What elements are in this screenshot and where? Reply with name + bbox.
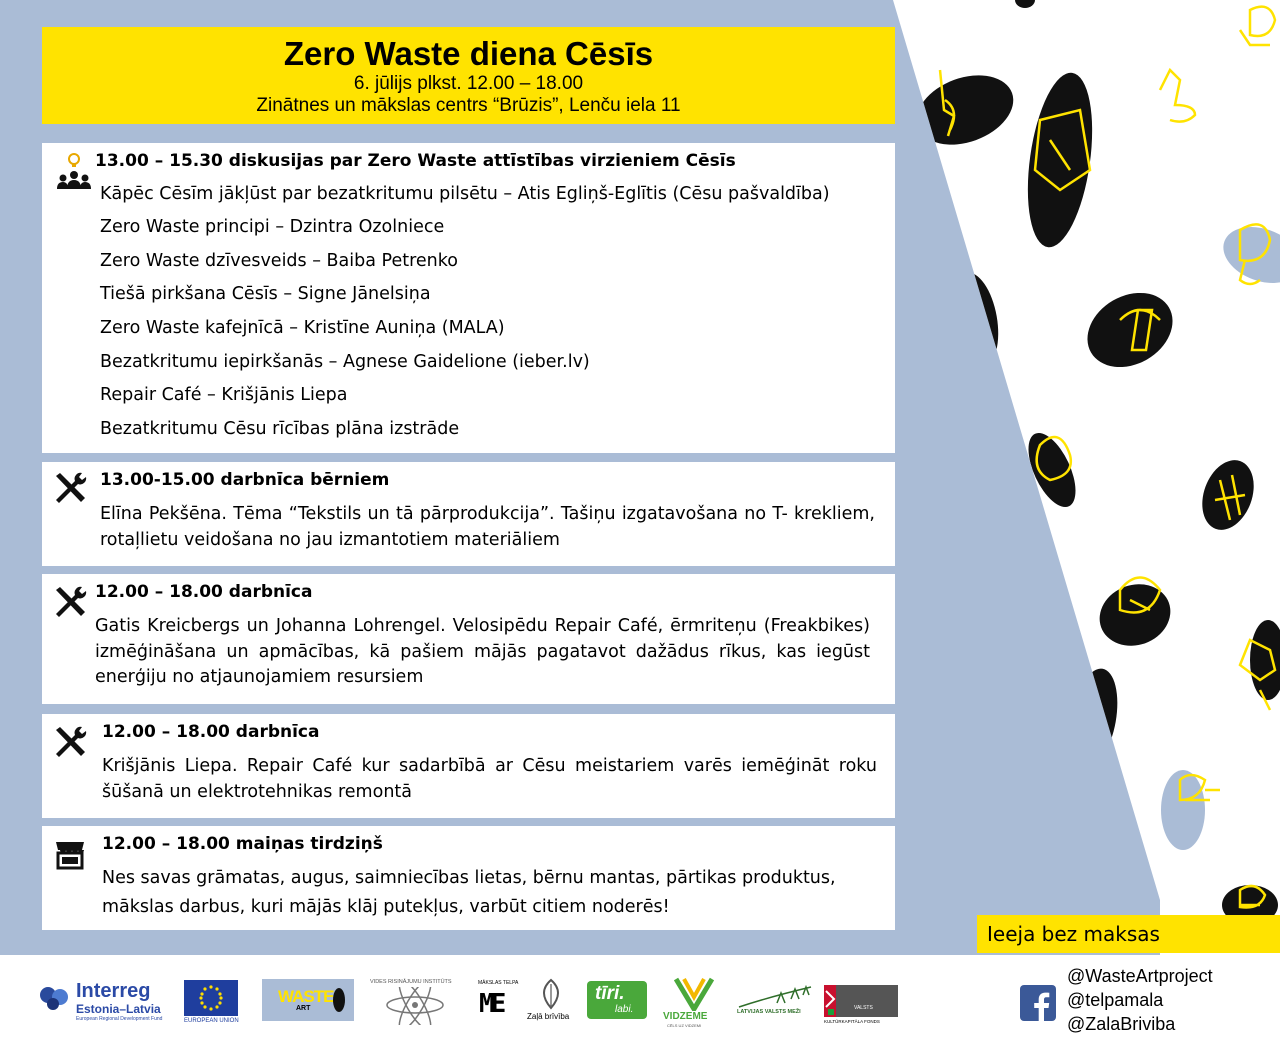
interreg-logo xyxy=(38,980,163,1030)
deco-oval xyxy=(907,63,1023,157)
vidzeme-mark-icon xyxy=(674,977,714,1011)
tiri-labi-logo xyxy=(587,981,647,1019)
swap-market-card xyxy=(42,826,895,930)
swap-market-line: mākslas darbus, kuri mājās klāj putekļus, varbūt citiem noderēs! xyxy=(102,897,670,917)
repair-workshop-card xyxy=(42,714,895,818)
list-item: Zero Waste principi – Dzintra Ozolniece xyxy=(100,217,445,237)
sponsor-footer xyxy=(0,955,1280,1043)
leaf-icon xyxy=(536,978,566,1010)
event-title: Zero Waste diena Cēsīs xyxy=(283,35,654,72)
tiri-labi-sub: labi. xyxy=(615,1004,634,1015)
tiri-labi-main: tīri. xyxy=(595,983,625,1004)
social-handle-telpamala[interactable]: @telpamala xyxy=(1067,990,1164,1010)
bike-workshop-description: Gatis Kreicbergs un Johanna Lohrengel. Velosipēdu Repair Café, ērmriteņu (Freakbikes) izmēģināšana un apmācības, kā pašiem mājās pagatavot dažādus rīkus, kas iegūst enerģiju no atjaunojamiem resursiem xyxy=(95,616,870,687)
tools-icon xyxy=(52,724,88,760)
eu-label: EUROPEAN UNION xyxy=(184,1018,239,1024)
waste-art-main: WASTE xyxy=(278,987,334,1006)
lvm-label: LATVIJAS VALSTS MEŽI xyxy=(737,1009,801,1015)
makslas-telpa-logo xyxy=(478,980,519,1025)
list-item: Bezatkritumu Cēsu rīcības plāna izstrāde xyxy=(100,419,460,439)
repair-workshop-heading: 12.00 – 18.00 darbnīca xyxy=(102,722,320,742)
deco-oval xyxy=(1216,217,1280,293)
people-idea-icon xyxy=(54,151,94,191)
deco-oval xyxy=(945,269,1005,371)
deco-oval xyxy=(1015,0,1035,8)
vidzeme-name: VIDZEME xyxy=(663,1011,708,1022)
interreg-name: Interreg xyxy=(76,980,151,1002)
repair-workshop-description: Krišjānis Liepa. Repair Café kur sadarbībā ar Cēsu meistariem varēs iemēģināt roku šūšanā un elektrotehnikas remontā xyxy=(102,756,877,802)
tools-icon xyxy=(52,584,88,620)
event-date: 6. jūlijs plkst. 12.00 – 18.00 xyxy=(353,73,584,94)
discussion-heading: 13.00 – 15.30 diskusijas par Zero Waste attīstības virzieniem Cēsīs xyxy=(95,151,736,171)
vkkf-logo xyxy=(824,985,898,1029)
event-venue: Zinātnes un mākslas centrs “Brūzis”, Lenču iela 11 xyxy=(256,95,681,116)
social-handle-zalabriviba[interactable]: @ZalaBriviba xyxy=(1067,1014,1176,1034)
makslas-telpa-mark: ME xyxy=(479,989,503,1019)
eu-flag-icon xyxy=(184,980,238,1016)
deco-oval xyxy=(1091,574,1179,655)
discussion-card xyxy=(42,143,895,453)
deco-oval xyxy=(1161,770,1205,850)
list-item: Zero Waste kafejnīcā – Kristīne Auniņa (MALA) xyxy=(100,318,505,338)
swap-market-line: Nes savas grāmatas, augus, saimniecības lietas, bērnu mantas, pārtikas produktus, xyxy=(102,868,836,888)
tools-icon xyxy=(52,470,88,506)
kids-workshop-card xyxy=(42,462,895,566)
list-item: Tiešā pirkšana Cēsīs – Signe Jānelsiņa xyxy=(100,284,431,304)
list-item: Zero Waste dzīvesveids – Baiba Petrenko xyxy=(100,251,458,271)
vkkf-bottom: KULTŪRKAPITĀLA FONDS xyxy=(824,1019,880,1024)
lvm-logo xyxy=(737,985,813,1021)
deco-oval xyxy=(1250,620,1280,700)
vidzeme-sub: CĒLS UZ VIDZEMI xyxy=(667,1023,702,1028)
vkkf-mark-icon xyxy=(824,985,898,1017)
interreg-sub: Estonia–Latvia xyxy=(76,1002,161,1016)
atom-icon xyxy=(370,987,460,1025)
list-item: Repair Café – Krišjānis Liepa xyxy=(100,385,348,405)
event-header xyxy=(42,27,895,124)
waste-art-logo xyxy=(262,979,354,1021)
kids-workshop-heading: 13.00-15.00 darbnīca bērniem xyxy=(100,470,390,490)
makslas-telpa-label: MĀKSLAS TELPA xyxy=(478,980,519,986)
market-stall-icon xyxy=(54,838,86,870)
vides-label: VIDES RISINĀJUMU INSTITŪTS xyxy=(370,979,452,985)
swap-market-heading: 12.00 – 18.00 maiņas tirdziņš xyxy=(102,834,383,854)
interreg-mark-icon xyxy=(38,982,70,1012)
bike-workshop-card xyxy=(42,574,895,704)
zala-briviba-logo xyxy=(527,978,575,1026)
deco-oval xyxy=(1193,453,1263,537)
deco-oval xyxy=(1074,278,1186,382)
social-handle-wasteart[interactable]: @WasteArtproject xyxy=(1067,966,1213,986)
lvm-forest-icon xyxy=(737,985,813,1009)
vidzeme-logo xyxy=(663,977,725,1029)
kids-workshop-description: Elīna Pekšēna. Tēma “Tekstils un tā pārprodukcija”. Tašiņu izgatavošana no T- krekliem, rotaļlietu veidošana no jau izmantotiem materiāliem xyxy=(100,504,875,550)
list-item: Kāpēc Cēsīm jākļūst par bezatkritumu pilsētu – Atis Egliņš-Eglītis (Cēsu pašvaldība) xyxy=(100,184,830,204)
bike-workshop-heading: 12.00 – 18.00 darbnīca xyxy=(95,582,313,602)
deco-oval xyxy=(1064,665,1125,771)
deco-oval xyxy=(1019,426,1085,514)
vkkf-top: VALSTS xyxy=(854,1005,873,1011)
facebook-icon[interactable] xyxy=(1020,985,1056,1021)
zala-briviba-label: Zaļā brīvība xyxy=(527,1012,570,1021)
free-entry-badge: Ieeja bez maksas xyxy=(977,915,1280,953)
waste-art-sub: ART xyxy=(296,1005,311,1012)
eu-logo xyxy=(184,980,238,1028)
list-item: Bezatkritumu iepirkšanās – Agnese Gaidelione (ieber.lv) xyxy=(100,352,590,372)
waste-art-oval-icon xyxy=(332,987,346,1013)
vides-institute-logo xyxy=(370,979,460,1025)
interreg-note: European Regional Development Fund xyxy=(76,1016,163,1022)
